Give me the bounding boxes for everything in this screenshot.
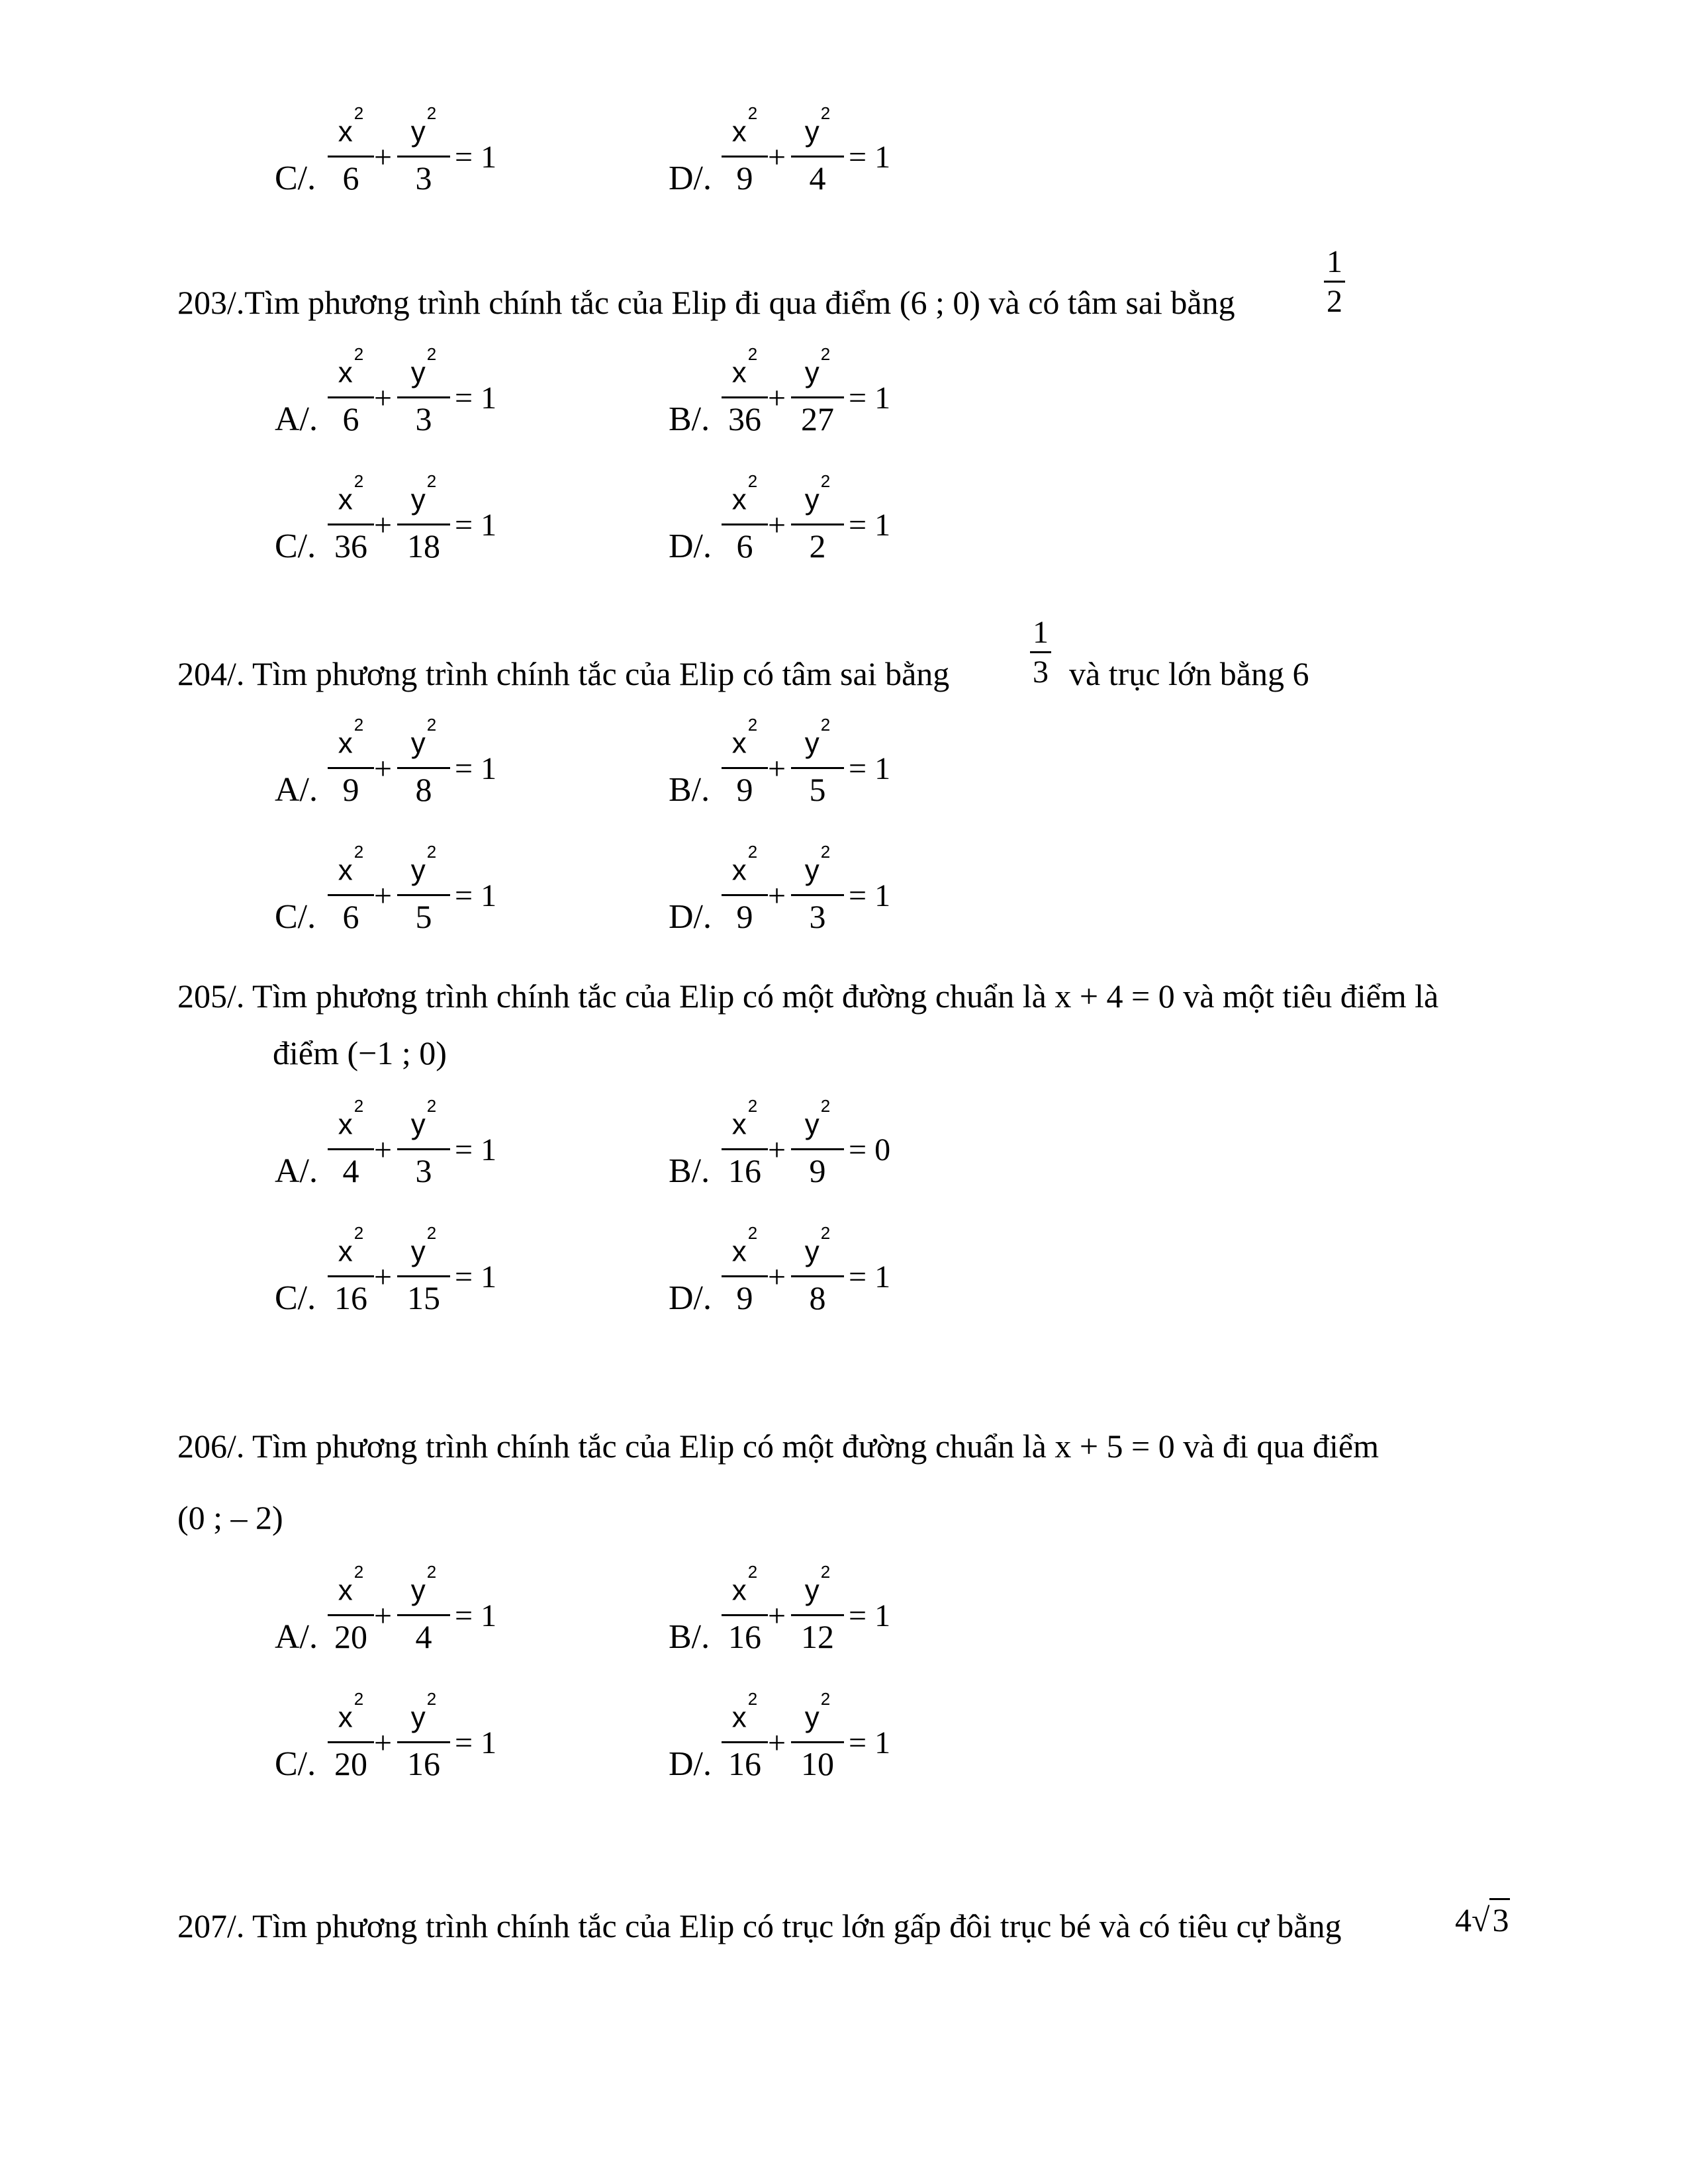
plus-sign: + bbox=[374, 381, 393, 416]
equation-rhs: = 1 bbox=[455, 1132, 497, 1167]
fraction-numerator: $y^2$ bbox=[804, 103, 831, 148]
plus-sign: + bbox=[374, 1132, 393, 1167]
question-204-fraction bbox=[1027, 617, 1054, 690]
fraction-denominator: 36 bbox=[334, 527, 367, 565]
plus-sign: + bbox=[768, 751, 786, 786]
fraction-bar bbox=[397, 1614, 450, 1616]
plus-sign: + bbox=[374, 1598, 393, 1633]
question-204-text-after: và trục lớn bằng 6 bbox=[1069, 655, 1309, 692]
fraction-bar bbox=[328, 396, 374, 398]
option-label: D/. bbox=[669, 527, 712, 565]
fraction-bar bbox=[791, 894, 844, 896]
fraction-numerator: $y^2$ bbox=[804, 1689, 831, 1734]
x-squared-fraction bbox=[722, 344, 768, 450]
fraction-numerator: $x^2$ bbox=[338, 1689, 364, 1734]
equation-rhs: = 1 bbox=[455, 140, 497, 175]
option-label: C/. bbox=[275, 898, 316, 936]
fraction-denominator: 12 bbox=[801, 1618, 834, 1655]
option-d bbox=[669, 103, 1132, 209]
plus-sign: + bbox=[768, 381, 786, 416]
fraction-numerator: $y^2$ bbox=[804, 471, 831, 516]
fraction-bar bbox=[791, 1148, 844, 1150]
option-label: B/. bbox=[669, 1618, 710, 1656]
x-squared-fraction bbox=[722, 1223, 768, 1329]
plus-sign: + bbox=[374, 878, 393, 913]
fraction-bar bbox=[397, 894, 450, 896]
fraction-numerator: $y^2$ bbox=[410, 1689, 437, 1734]
fraction-bar bbox=[722, 1148, 768, 1150]
plus-sign: + bbox=[374, 1725, 393, 1760]
x-squared-fraction bbox=[328, 1096, 374, 1202]
plus-sign: + bbox=[768, 1725, 786, 1760]
y-squared-fraction bbox=[791, 1689, 844, 1795]
fraction-bar bbox=[328, 1741, 374, 1743]
fraction-bar bbox=[722, 1275, 768, 1277]
fraction-bar bbox=[328, 767, 374, 769]
fraction-bar bbox=[722, 156, 768, 158]
y-squared-fraction bbox=[791, 344, 844, 450]
plus-sign: + bbox=[374, 508, 393, 543]
fraction-bar bbox=[722, 767, 768, 769]
fraction-bar bbox=[397, 1275, 450, 1277]
fraction-numerator: $y^2$ bbox=[804, 1562, 831, 1607]
option-b bbox=[669, 1096, 1132, 1202]
fraction-denominator: 2 bbox=[1327, 284, 1342, 319]
equation-rhs: = 1 bbox=[849, 751, 891, 786]
fraction-bar bbox=[397, 523, 450, 525]
equation-rhs: = 1 bbox=[455, 381, 497, 416]
question-204-text: 204/. Tìm phương trình chính tắc của Elip có tâm sai bằng bbox=[177, 655, 950, 692]
y-squared-fraction bbox=[791, 715, 844, 821]
fraction-numerator: $x^2$ bbox=[731, 344, 758, 389]
option-d bbox=[669, 1689, 1132, 1795]
fraction-bar bbox=[722, 523, 768, 525]
fraction-numerator: 1 bbox=[1327, 244, 1342, 279]
fraction-bar bbox=[328, 1275, 374, 1277]
equation-rhs: = 1 bbox=[455, 751, 497, 786]
plus-sign: + bbox=[768, 508, 786, 543]
x-squared-fraction bbox=[328, 471, 374, 577]
equation-rhs: = 0 bbox=[849, 1132, 891, 1167]
question-203-fraction bbox=[1321, 246, 1348, 319]
y-squared-fraction bbox=[397, 1562, 450, 1668]
plus-sign: + bbox=[374, 751, 393, 786]
y-squared-fraction bbox=[791, 103, 844, 209]
plus-sign: + bbox=[768, 878, 786, 913]
x-squared-fraction bbox=[328, 1562, 374, 1668]
option-label: D/. bbox=[669, 159, 712, 197]
fraction-numerator: $x^2$ bbox=[731, 715, 758, 760]
fraction-numerator: $y^2$ bbox=[804, 1096, 831, 1141]
x-squared-fraction bbox=[328, 715, 374, 821]
fraction-denominator: 16 bbox=[728, 1618, 761, 1655]
x-squared-fraction bbox=[722, 842, 768, 948]
sqrt-coefficient: 4 bbox=[1455, 1901, 1472, 1938]
fraction-denominator: 4 bbox=[809, 159, 826, 197]
question-203-text: 203/.Tìm phương trình chính tắc của Elip đi qua điểm (6 ; 0) và có tâm sai bằng bbox=[177, 284, 1235, 321]
y-squared-fraction bbox=[397, 1689, 450, 1795]
option-label: A/. bbox=[275, 1152, 318, 1190]
fraction-denominator: 3 bbox=[415, 400, 432, 437]
y-squared-fraction bbox=[791, 471, 844, 577]
question-206-text-line2: (0 ; – 2) bbox=[177, 1499, 283, 1536]
question-205-text-line2: điểm (−1 ; 0) bbox=[273, 1034, 447, 1071]
fraction-denominator: 8 bbox=[415, 771, 432, 808]
y-squared-fraction bbox=[397, 471, 450, 577]
question-205-text: 205/. Tìm phương trình chính tắc của Elip có một đường chuẩn là x + 4 = 0 và một tiêu điểm là bbox=[177, 978, 1439, 1015]
x-squared-fraction bbox=[722, 1562, 768, 1668]
fraction-bar bbox=[791, 1741, 844, 1743]
y-squared-fraction bbox=[397, 344, 450, 450]
fraction-numerator: $y^2$ bbox=[410, 344, 437, 389]
option-label: A/. bbox=[275, 771, 318, 809]
question-207-text: 207/. Tìm phương trình chính tắc của Elip có trục lớn gấp đôi trục bé và có tiêu cự bằng bbox=[177, 1907, 1342, 1944]
plus-sign: + bbox=[768, 1598, 786, 1633]
fraction-bar bbox=[722, 396, 768, 398]
fraction-bar bbox=[791, 1275, 844, 1277]
equation-rhs: = 1 bbox=[455, 878, 497, 913]
option-b bbox=[669, 1562, 1132, 1668]
y-squared-fraction bbox=[791, 1223, 844, 1329]
fraction-denominator: 16 bbox=[407, 1745, 440, 1782]
question-207-sqrt-expression bbox=[1455, 1903, 1510, 1936]
fraction-numerator: $x^2$ bbox=[731, 1223, 758, 1268]
plus-sign: + bbox=[768, 1259, 786, 1295]
fraction-denominator: 18 bbox=[407, 527, 440, 565]
fraction-numerator: $y^2$ bbox=[410, 471, 437, 516]
equation-rhs: = 1 bbox=[849, 381, 891, 416]
fraction-numerator: $x^2$ bbox=[731, 1096, 758, 1141]
fraction-denominator: 15 bbox=[407, 1279, 440, 1316]
y-squared-fraction bbox=[397, 715, 450, 821]
fraction-numerator: $x^2$ bbox=[731, 842, 758, 887]
fraction-bar bbox=[722, 894, 768, 896]
option-label: B/. bbox=[669, 400, 710, 438]
fraction-bar bbox=[791, 1614, 844, 1616]
fraction-bar bbox=[397, 1741, 450, 1743]
y-squared-fraction bbox=[397, 1223, 450, 1329]
fraction-denominator: 6 bbox=[342, 898, 359, 935]
x-squared-fraction bbox=[328, 344, 374, 450]
fraction-denominator: 4 bbox=[415, 1618, 432, 1655]
plus-sign: + bbox=[374, 1259, 393, 1295]
option-b bbox=[669, 344, 1132, 450]
fraction-bar bbox=[397, 767, 450, 769]
fraction-numerator: $y^2$ bbox=[410, 842, 437, 887]
fraction-denominator: 5 bbox=[809, 771, 826, 808]
fraction-denominator: 16 bbox=[728, 1152, 761, 1189]
x-squared-fraction bbox=[722, 1689, 768, 1795]
fraction-denominator: 27 bbox=[801, 400, 834, 437]
equation-rhs: = 1 bbox=[455, 1598, 497, 1633]
y-squared-fraction bbox=[397, 1096, 450, 1202]
equation-rhs: = 1 bbox=[455, 1259, 497, 1295]
option-label: D/. bbox=[669, 1279, 712, 1317]
option-d bbox=[669, 1223, 1132, 1329]
x-squared-fraction bbox=[722, 471, 768, 577]
equation-rhs: = 1 bbox=[849, 508, 891, 543]
plus-sign: + bbox=[768, 140, 786, 175]
fraction-denominator: 36 bbox=[728, 400, 761, 437]
fraction-bar bbox=[328, 1614, 374, 1616]
fraction-denominator: 9 bbox=[736, 898, 753, 935]
x-squared-fraction bbox=[328, 1223, 374, 1329]
plus-sign: + bbox=[374, 140, 393, 175]
fraction-bar bbox=[328, 156, 374, 158]
fraction-bar bbox=[328, 894, 374, 896]
fraction-numerator: $y^2$ bbox=[410, 1096, 437, 1141]
option-label: C/. bbox=[275, 527, 316, 565]
sqrt-symbol: √ bbox=[1472, 1901, 1490, 1938]
y-squared-fraction bbox=[397, 103, 450, 209]
fraction-bar bbox=[328, 523, 374, 525]
fraction-denominator: 9 bbox=[736, 1279, 753, 1316]
fraction-numerator: $y^2$ bbox=[410, 103, 437, 148]
fraction-numerator: $x^2$ bbox=[731, 471, 758, 516]
fraction-denominator: 6 bbox=[342, 159, 359, 197]
fraction-bar bbox=[722, 1614, 768, 1616]
x-squared-fraction bbox=[722, 1096, 768, 1202]
fraction-numerator: $x^2$ bbox=[731, 1562, 758, 1607]
y-squared-fraction bbox=[397, 842, 450, 948]
fraction-bar bbox=[328, 1148, 374, 1150]
fraction-denominator: 6 bbox=[736, 527, 753, 565]
fraction-denominator: 8 bbox=[809, 1279, 826, 1316]
option-d bbox=[669, 842, 1132, 948]
fraction-numerator: $y^2$ bbox=[804, 1223, 831, 1268]
fraction-numerator: $x^2$ bbox=[338, 715, 364, 760]
fraction-bar bbox=[722, 1741, 768, 1743]
fraction-denominator: 2 bbox=[809, 527, 826, 565]
option-label: D/. bbox=[669, 1745, 712, 1783]
fraction-denominator: 4 bbox=[342, 1152, 359, 1189]
fraction-numerator: $y^2$ bbox=[410, 1223, 437, 1268]
fraction-bar bbox=[397, 156, 450, 158]
fraction-numerator: 1 bbox=[1033, 615, 1049, 650]
fraction-denominator: 10 bbox=[801, 1745, 834, 1782]
equation-rhs: = 1 bbox=[849, 1598, 891, 1633]
y-squared-fraction bbox=[791, 1562, 844, 1668]
fraction-numerator: $x^2$ bbox=[731, 1689, 758, 1734]
fraction-denominator: 6 bbox=[342, 400, 359, 437]
equation-rhs: = 1 bbox=[849, 140, 891, 175]
option-label: C/. bbox=[275, 1745, 316, 1783]
fraction-numerator: $x^2$ bbox=[338, 842, 364, 887]
fraction-denominator: 9 bbox=[342, 771, 359, 808]
option-label: D/. bbox=[669, 898, 712, 936]
option-label: B/. bbox=[669, 1152, 710, 1190]
sqrt-radicand: 3 bbox=[1489, 1898, 1510, 1938]
fraction-numerator: $y^2$ bbox=[410, 1562, 437, 1607]
fraction-denominator: 3 bbox=[1033, 655, 1049, 690]
fraction-numerator: $y^2$ bbox=[804, 344, 831, 389]
equation-rhs: = 1 bbox=[455, 508, 497, 543]
x-squared-fraction bbox=[722, 715, 768, 821]
x-squared-fraction bbox=[328, 103, 374, 209]
fraction-numerator: $y^2$ bbox=[410, 715, 437, 760]
fraction-denominator: 3 bbox=[415, 159, 432, 197]
fraction-bar bbox=[791, 523, 844, 525]
fraction-bar bbox=[397, 396, 450, 398]
fraction-numerator: $x^2$ bbox=[731, 103, 758, 148]
fraction-bar bbox=[1030, 651, 1051, 653]
option-label: A/. bbox=[275, 400, 318, 438]
fraction-bar bbox=[1324, 281, 1345, 283]
option-d bbox=[669, 471, 1132, 577]
fraction-denominator: 3 bbox=[809, 898, 826, 935]
equation-rhs: = 1 bbox=[455, 1725, 497, 1760]
plus-sign: + bbox=[768, 1132, 786, 1167]
fraction-denominator: 9 bbox=[809, 1152, 826, 1189]
fraction-numerator: $x^2$ bbox=[338, 1562, 364, 1607]
option-label: A/. bbox=[275, 1618, 318, 1656]
fraction-numerator: $x^2$ bbox=[338, 1096, 364, 1141]
fraction-numerator: $x^2$ bbox=[338, 1223, 364, 1268]
x-squared-fraction bbox=[328, 842, 374, 948]
option-label: B/. bbox=[669, 771, 710, 809]
fraction-bar bbox=[791, 767, 844, 769]
fraction-numerator: $x^2$ bbox=[338, 103, 364, 148]
y-squared-fraction bbox=[791, 1096, 844, 1202]
fraction-bar bbox=[791, 396, 844, 398]
fraction-denominator: 16 bbox=[728, 1745, 761, 1782]
fraction-numerator: $x^2$ bbox=[338, 471, 364, 516]
y-squared-fraction bbox=[791, 842, 844, 948]
x-squared-fraction bbox=[328, 1689, 374, 1795]
fraction-denominator: 20 bbox=[334, 1618, 367, 1655]
fraction-numerator: $x^2$ bbox=[338, 344, 364, 389]
fraction-bar bbox=[397, 1148, 450, 1150]
fraction-denominator: 16 bbox=[334, 1279, 367, 1316]
question-206-text: 206/. Tìm phương trình chính tắc của Elip có một đường chuẩn là x + 5 = 0 và đi qua điểm bbox=[177, 1428, 1379, 1465]
fraction-denominator: 5 bbox=[415, 898, 432, 935]
x-squared-fraction bbox=[722, 103, 768, 209]
fraction-denominator: 9 bbox=[736, 771, 753, 808]
fraction-bar bbox=[791, 156, 844, 158]
fraction-numerator: $y^2$ bbox=[804, 842, 831, 887]
option-b bbox=[669, 715, 1132, 821]
option-label: C/. bbox=[275, 1279, 316, 1317]
fraction-denominator: 3 bbox=[415, 1152, 432, 1189]
equation-rhs: = 1 bbox=[849, 1259, 891, 1295]
option-label: C/. bbox=[275, 159, 316, 197]
equation-rhs: = 1 bbox=[849, 1725, 891, 1760]
fraction-numerator: $y^2$ bbox=[804, 715, 831, 760]
equation-rhs: = 1 bbox=[849, 878, 891, 913]
fraction-denominator: 9 bbox=[736, 159, 753, 197]
fraction-denominator: 20 bbox=[334, 1745, 367, 1782]
